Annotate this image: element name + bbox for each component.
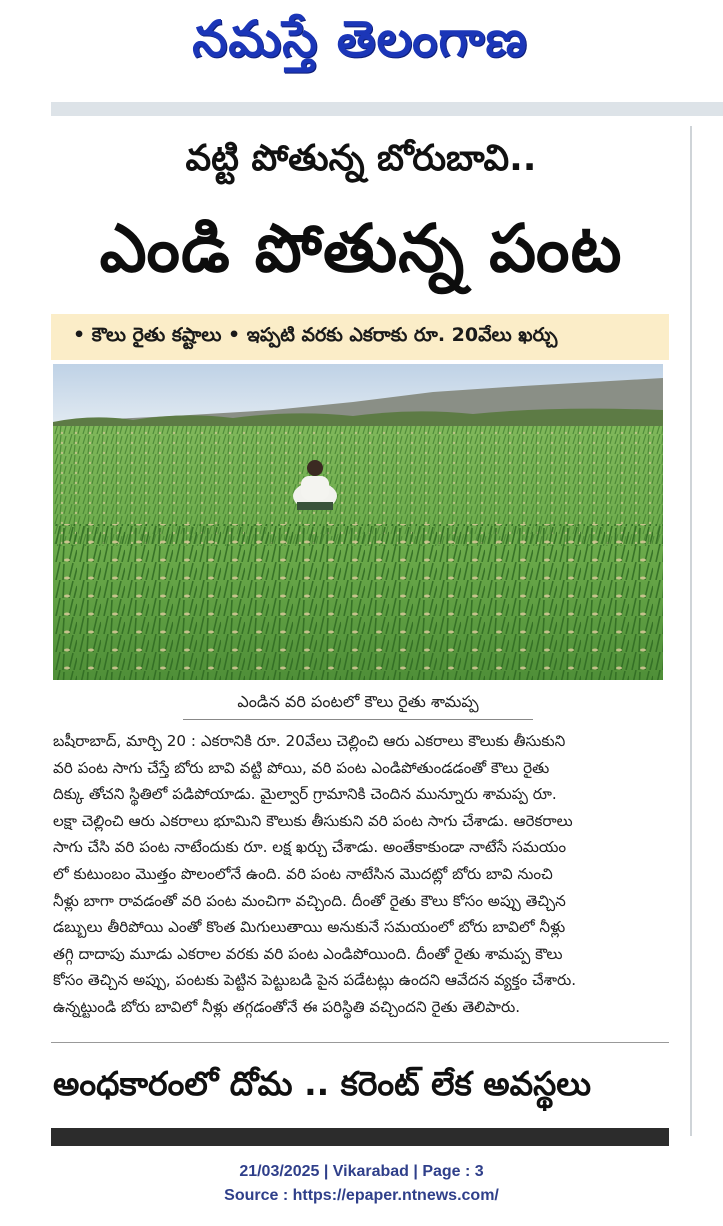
body-line: దిక్కు తోచని స్థితిలో పడిపోయాడు. మైల్వార్ గ్రామానికి చెందిన మున్నూరు శామప్ప రూ. xyxy=(53,785,557,804)
newspaper-masthead xyxy=(0,0,723,80)
article-body xyxy=(53,728,671,1034)
page-footer xyxy=(0,1160,723,1220)
newspaper-logo: నమస్తే తెలంగాణ xyxy=(192,10,528,68)
body-line: కోసం తెచ్చిన అప్పు, పంటకు పెట్టిన పెట్టుబడి పైన పడేటట్లు ఉందని ఆవేదన వ్యక్తం చేశారు. xyxy=(53,971,577,990)
body-line: ఉన్నట్టుండి బోరు బావిలో నీళ్లు తగ్గడంతోనే ఈ పరిస్థితి వచ్చిందని రైతు తెలిపారు. xyxy=(53,997,521,1016)
second-article-photo xyxy=(51,1128,669,1146)
body-line: లో కుటుంబం మొత్తం పొలంలోనే ఉంది. వరి పంట నాటేసిన మొదట్లో బోరు బావి నుంచి xyxy=(53,864,553,883)
article-headline: ఎండి పోతున్న పంట xyxy=(99,210,623,287)
article-highlights-box xyxy=(51,314,669,360)
column-divider xyxy=(690,126,692,1136)
body-line: లక్షా చెల్లించి ఆరు ఎకరాలు భూమిని కౌలుకు తీసుకుని వరి పంట సాగు చేశాడు. ఆరెకరాలు xyxy=(53,811,573,830)
footer-source-line: Source : https://epaper.ntnews.com/ xyxy=(224,1187,499,1204)
section-divider xyxy=(51,1042,669,1043)
body-line: బషీరాబాద్, మార్చి 20 : ఎకరానికి రూ. 20వేలు చెల్లించి ఆరు ఎకరాలు కౌలుకు తీసుకుని xyxy=(53,732,566,750)
article-kicker: వట్టి పోతున్న బోరుబావి.. xyxy=(185,138,537,179)
article-highlights: • కౌలు రైతు కష్టాలు • ఇప్పటి వరకు ఎకరాకు రూ. 20వేలు ఖర్చు xyxy=(73,323,558,346)
body-line: సాగు చేసి వరి పంట నాటేందుకు రూ. లక్ష ఖర్చు చేశాడు. అంతేకాకుండా నాటేసే సమయం xyxy=(53,838,567,857)
second-article-headline: అంధకారంలో దోమ .. కరెంట్ లేక అవస్థలు xyxy=(53,1064,592,1103)
body-line: డబ్బులు తీరిపోయి ఎంతో కొంత మిగులుతాయి అనుకునే సమయంలో బోరు బావిలో నీళ్లు xyxy=(53,918,566,937)
body-line: నీళ్లు బాగా రావడంతో వరి పంట మంచిగా వచ్చింది. దీంతో రైతు కౌలు కోసం అప్పు తెచ్చిన xyxy=(53,891,566,910)
photo-caption: ఎండిన వరి పంటలో కౌలు రైతు శామప్ప xyxy=(183,684,533,720)
body-line: తగ్గి దాదాపు మూడు ఎకరాల వరకు వరి పంట ఎండిపోయింది. దీంతో రైతు శామప్ప కౌలు xyxy=(53,944,563,963)
article-photo xyxy=(53,364,663,680)
body-line: వరి పంట సాగు చేస్తే బోరు బావి వట్టి పోయి, వరి పంట ఎండిపోతుండడంతో కౌలు రైతు xyxy=(53,758,550,777)
header-rule-bar xyxy=(51,102,723,116)
footer-date-line: 21/03/2025 | Vikarabad | Page : 3 xyxy=(239,1163,484,1180)
